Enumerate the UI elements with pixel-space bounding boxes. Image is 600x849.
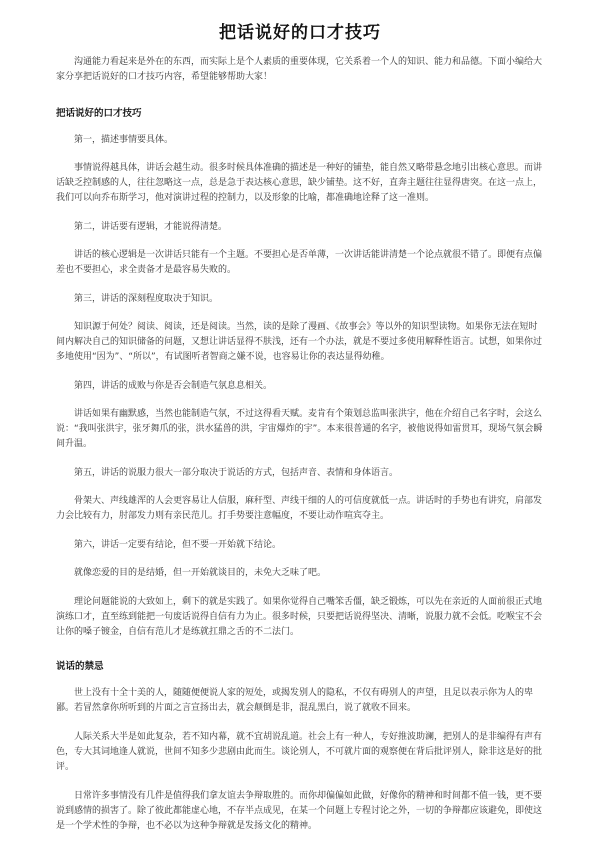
closing-paragraph: 理论问题能说的大致如上，剩下的就是实践了。如果你觉得自己嘴笨舌僵，缺乏锻炼，可以先在亲近的人面前很正式地演练口才，直至练到能把一句废话说得自信有力为止。很多时候，只要把话说得坚决、清晰，说服力就不会低。吃喉宝不会让你的嗓子镀金，自信有范儿才是练就扛鼎之舌的不二法门。 (56, 597, 543, 637)
taboo-paragraph: 世上没有十全十美的人，随随便便说人家的短处，或揭发别人的隐私，不仅有碍别人的声望，且足以表示你为人的卑鄙。若冒然拿你所听到的片面之言宣扬出去，就会颠倒是非，混乱黑白，说了就收不回来。 (56, 688, 534, 713)
point-body: 讲话如果有幽默感，当然也能制造气氛，不过这得看天赋。麦肯有个策划总监叫张洪宇，他在介绍自己名字时，会这么说：“我叫张洪宇，张牙舞爪的张，洪水猛兽的洪，宇宙爆炸的宇”。本来很普通的名字，被他说得如雷贯耳，现场气氛会瞬间升温。 (56, 409, 543, 449)
page-title: 把话说好的口才技巧 (219, 23, 381, 43)
section-speaking-taboos (56, 658, 544, 834)
point-title: 第六，讲话一定要有结论，但不要一开始就下结论。 (74, 540, 282, 550)
section-heading: 把话说好的口才技巧 (56, 108, 142, 119)
taboo-paragraph: 人际关系大半是如此复杂，若不知内幕，就不宜胡说乱道。社会上有一种人，专好推波助澜，把别人的是非编得有声有色，专大其词地逢人就说，世间不知多少悲剧由此而生。谈论别人，不可就片面的观察便在背后批评别人，除非这是好的批评。 (56, 732, 543, 772)
point-body: 知识源于何处？阅读、阅读，还是阅读。当然，读的是除了漫画、《故事会》等以外的知识型读物。如果你无法在短时间内解决自己的知识储备的问题，又想让讲话显得不肤浅，还有一个办法，就是不要过多使用解释性语言。试想，如果你过多地使用“因为”、“所以”，有试图听者智商之嫌不说，也容易让你的表达显得幼稚。 (56, 322, 543, 362)
point-title: 第四，讲话的成败与你是否会制造气氛息息相关。 (74, 381, 273, 391)
point-body: 事情说得越具体，讲话会越生动。很多时候具体准确的描述是一种好的铺垫，能自然又略带悬念地引出核心意思。而讲话缺乏控制感的人，往往忽略这一点，总是急于表达核心意思，缺少铺垫。这不好，直奔主题往往显得唐突。在这一点上，我们可以向乔布斯学习，他对演讲过程的控制力，以及形象的比喻，都准确地诠释了这一准则。 (56, 163, 543, 203)
point-title: 第五，讲话的说服力很大一部分取决于说话的方式，包括声音、表情和身体语言。 (74, 468, 399, 478)
section-speaking-skills (56, 105, 544, 640)
point-body: 就像恋爱的目的是结婚，但一开始就谈目的，未免大乏味了吧。 (74, 568, 327, 578)
intro-paragraph: 沟通能力看起来是外在的东西，而实际上是个人素质的重要体现，它关系着一个人的知识、能力和品德。下面小编给大家分享把话说好的口才技巧内容，希望能够帮助大家！ (56, 57, 543, 82)
point-body: 骨架大、声线雄浑的人会更容易让人信服，麻秆型、声线干细的人的可信度就低一点。讲话时的手势也有讲究，肩部发力会比较有力，肘部发力则有亲民范儿。打手势要注意幅度，不要让动作喧宾夺主。 (56, 496, 543, 521)
taboo-paragraph: 日常许多事情没有几件是值得我们拿友谊去争辩取胜的。而你却偏偏如此做，好像你的精神和时间都不值一钱，更不要说到感情的损害了。除了彼此都能虚心地，不存半点成见，在某一个问题上专程讨论之外，一切的争辩都应该避免，即使这是一个学术性的争辩，也不必以为这种争辩就是发扬文化的精神。 (56, 791, 543, 831)
section-heading: 说话的禁忌 (56, 661, 104, 672)
point-title: 第一，描述事情要具体。 (74, 135, 174, 145)
point-body: 讲话的核心逻辑是一次讲话只能有一个主题。不要担心是否单薄，一次讲话能讲清楚一个论点就很不错了。即便有点偏差也不要担心，求全责备才是最容易失败的。 (56, 250, 543, 275)
point-title: 第三，讲话的深刻程度取决于知识。 (74, 294, 219, 304)
point-title: 第二，讲话要有逻辑，才能说得清楚。 (74, 222, 228, 232)
